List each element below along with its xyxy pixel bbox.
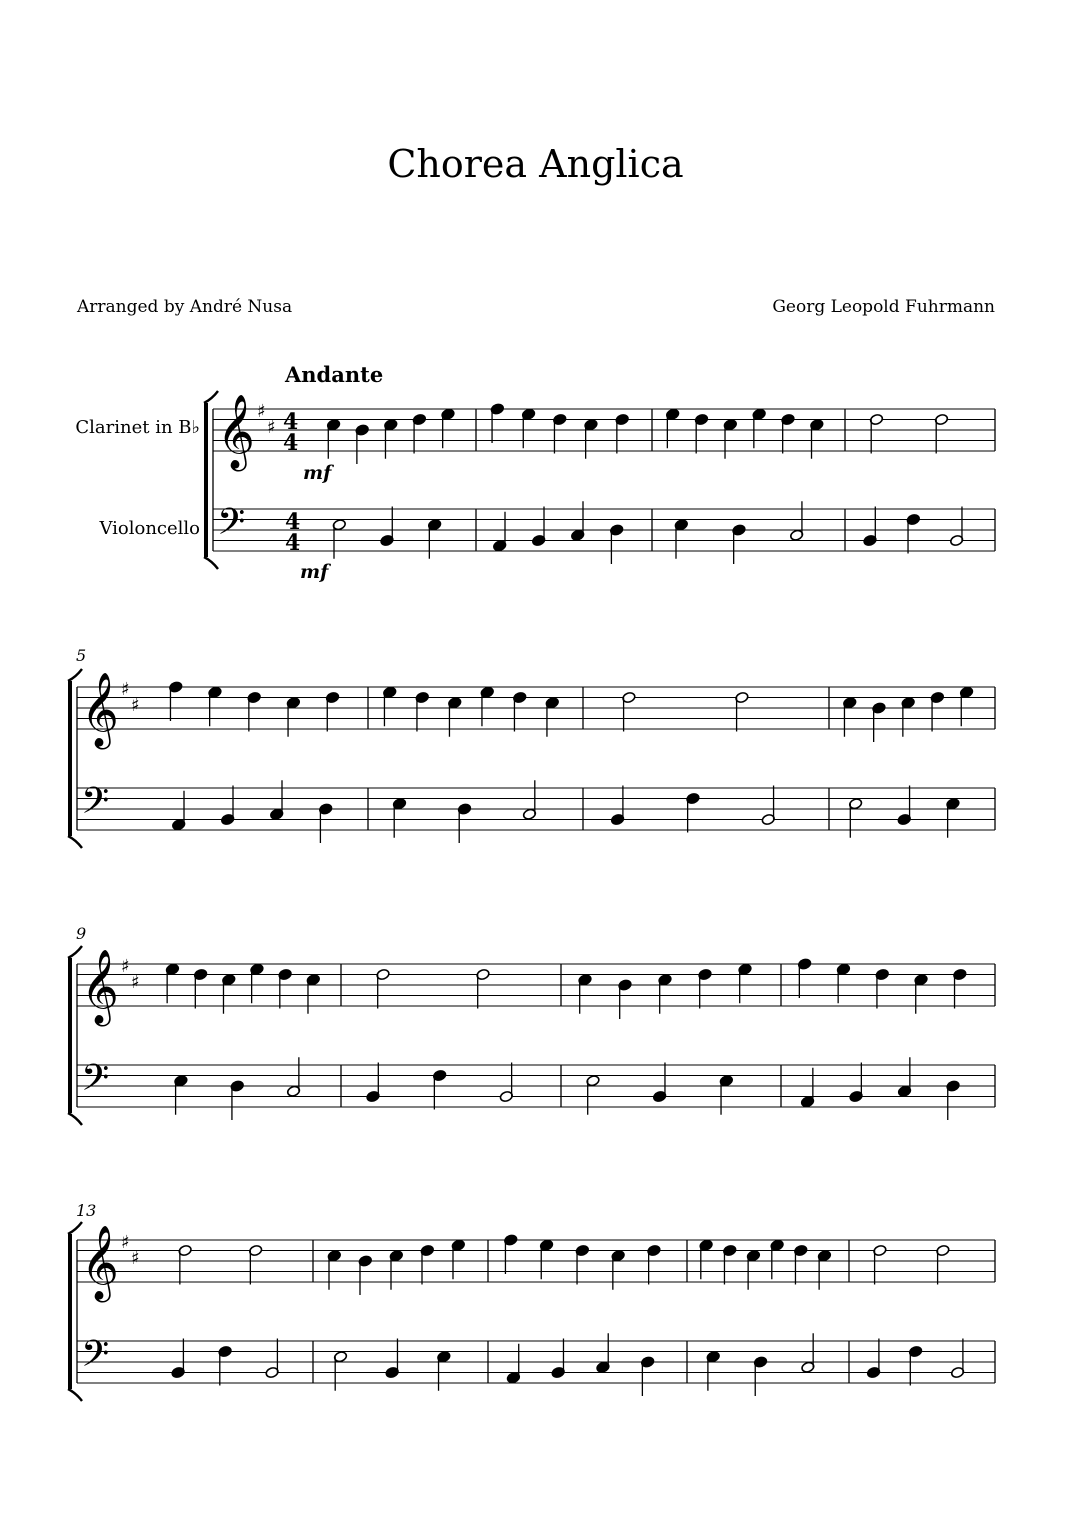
bracket-hook-bottom bbox=[68, 1113, 82, 1125]
time-signature-denominator: 4 bbox=[283, 430, 299, 456]
key-sharp-icon: ♯ bbox=[121, 956, 130, 977]
bass-clef-icon: 𝄢 bbox=[81, 780, 110, 831]
key-sharp-icon: ♯ bbox=[121, 679, 130, 700]
bracket-hook-top bbox=[68, 669, 82, 681]
measure-number-5: 5 bbox=[76, 646, 87, 665]
time-signature-numerator: 4 bbox=[285, 509, 301, 535]
arranger-credit: Arranged by André Nusa bbox=[77, 297, 293, 317]
key-sharp-icon: ♯ bbox=[131, 972, 140, 993]
bracket-hook-top bbox=[68, 946, 82, 958]
bracket-hook-top bbox=[68, 1222, 82, 1234]
instrument-label-clarinet: Clarinet in B♭ bbox=[75, 417, 200, 438]
bass-clef-icon: 𝄢 bbox=[81, 1057, 110, 1108]
system-bracket bbox=[68, 1234, 72, 1389]
bracket-hook-bottom bbox=[68, 836, 82, 848]
bracket-hook-top bbox=[204, 391, 218, 403]
dynamic-marking-clarinet: mf bbox=[303, 462, 332, 484]
key-sharp-icon: ♯ bbox=[257, 401, 266, 422]
tempo-marking: Andante bbox=[285, 362, 384, 387]
score-title: Chorea Anglica bbox=[387, 142, 684, 186]
treble-clef-icon: 𝄞 bbox=[217, 395, 255, 469]
system-bracket bbox=[204, 403, 208, 557]
key-sharp-icon: ♯ bbox=[131, 695, 140, 716]
key-sharp-icon: ♯ bbox=[121, 1232, 130, 1253]
bass-clef-icon: 𝄢 bbox=[81, 1333, 110, 1384]
system-bracket bbox=[68, 958, 72, 1113]
time-signature-denominator: 4 bbox=[285, 530, 301, 556]
time-signature-numerator: 4 bbox=[283, 409, 299, 435]
key-sharp-icon: ♯ bbox=[131, 1248, 140, 1269]
treble-clef-icon: 𝄞 bbox=[81, 673, 119, 747]
bracket-hook-bottom bbox=[204, 557, 218, 569]
key-sharp-icon: ♯ bbox=[267, 417, 276, 438]
composer-credit: Georg Leopold Fuhrmann bbox=[772, 297, 995, 317]
bracket-hook-bottom bbox=[68, 1389, 82, 1401]
measure-number-9: 9 bbox=[76, 924, 87, 943]
treble-clef-icon: 𝄞 bbox=[81, 950, 119, 1024]
measure-number-13: 13 bbox=[76, 1201, 97, 1220]
treble-clef-icon: 𝄞 bbox=[81, 1226, 119, 1300]
bass-clef-icon: 𝄢 bbox=[217, 501, 246, 552]
system-bracket bbox=[68, 681, 72, 836]
instrument-label-violoncello: Violoncello bbox=[99, 518, 200, 539]
dynamic-marking-violoncello: mf bbox=[300, 561, 329, 583]
